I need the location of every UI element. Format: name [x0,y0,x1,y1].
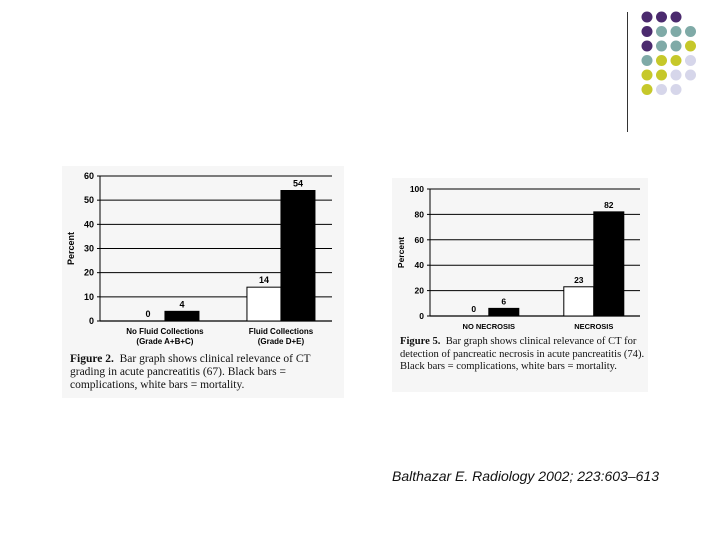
decor-dot [671,41,682,52]
y-tick-label: 20 [83,267,94,278]
y-tick-label: 60 [414,234,424,245]
y-tick-label: 30 [83,243,94,254]
decor-dot [656,55,667,66]
y-tick-label: 20 [414,285,424,296]
figure-5-caption [400,336,648,374]
bar-chart-fluid-collections [62,166,344,346]
bar-value-label: 4 [179,299,185,310]
y-tick-label: 40 [83,219,94,230]
bar-value-label: 0 [471,304,477,314]
bar-complications [281,191,315,322]
figure-5-panel [392,178,648,392]
bar-mortality [564,287,594,316]
y-tick-label: 80 [414,209,424,220]
bar-complications [165,311,199,321]
decor-dot [642,70,653,81]
figure-2-caption [70,353,342,392]
bar-value-label: 0 [145,309,151,319]
decor-dot [642,55,653,66]
figure-2-caption-text: Bar graph shows clinical relevance of CT grading in acute pancreatitis (67). Black bars = complications, white bars = mortality. [70,353,311,391]
bar-mortality [247,287,281,321]
decor-dot [656,84,667,95]
bar-chart-necrosis [392,178,648,336]
figure-2-panel [62,166,344,398]
decor-dot [685,55,696,66]
y-axis-label: Percent [66,231,76,266]
decor-dot [685,70,696,81]
decor-dot [656,70,667,81]
decor-dot [656,41,667,52]
decor-dot [642,26,653,37]
y-tick-label: 50 [83,195,94,206]
decor-dot [685,26,696,37]
decor-dot [642,84,653,95]
decor-dot [656,26,667,37]
figure-2-caption-label: Figure 2. [70,353,114,365]
x-tick-label [463,322,516,331]
decor-dot [685,41,696,52]
decor-dot [642,12,653,23]
x-tick-label-line: No Fluid Collections [126,327,204,336]
x-tick-label-line: Fluid Collections [248,327,314,336]
y-tick-label: 60 [83,171,94,181]
figure-5-caption-label: Figure 5. [400,336,441,347]
decor-dot [642,41,653,52]
y-tick-label: 0 [88,316,94,326]
y-tick-label: 40 [414,260,424,271]
decorative-dot-grid [640,10,712,120]
bar-value-label: 54 [292,178,303,189]
x-tick-label-line: NO NECROSIS [462,322,516,331]
figure-5-caption-text: Bar graph shows clinical relevance of CT for detection of pancreatic necrosis in acute pancreatitis (74). Black bars = complications, white bars = mortality. [400,336,645,372]
decor-dot [671,70,682,81]
decor-dot [671,84,682,95]
y-tick-label: 100 [409,184,424,194]
bar-complications [489,308,519,316]
decor-dot [671,12,682,23]
y-tick-label: 10 [83,291,94,302]
divider-line [627,12,628,132]
x-tick-label [126,327,204,346]
bar-value-label: 82 [604,199,614,210]
citation-text: Balthazar E. Radiology 2002; 223:603–613 [392,468,659,484]
x-tick-label-line: (Grade D+E) [257,337,305,346]
y-tick-label: 0 [419,311,424,321]
x-tick-label-line: (Grade A+B+C) [136,337,194,346]
decor-dot [671,26,682,37]
bar-value-label: 23 [574,274,584,285]
x-tick-label [249,327,314,346]
decor-dot [656,12,667,23]
bar-value-label: 6 [501,296,507,307]
x-tick-label [574,322,613,331]
bar-value-label: 14 [258,275,269,286]
decor-dot [671,55,682,66]
bar-complications [594,212,624,316]
y-axis-label: Percent [396,236,406,269]
x-tick-label-line: NECROSIS [574,322,614,331]
